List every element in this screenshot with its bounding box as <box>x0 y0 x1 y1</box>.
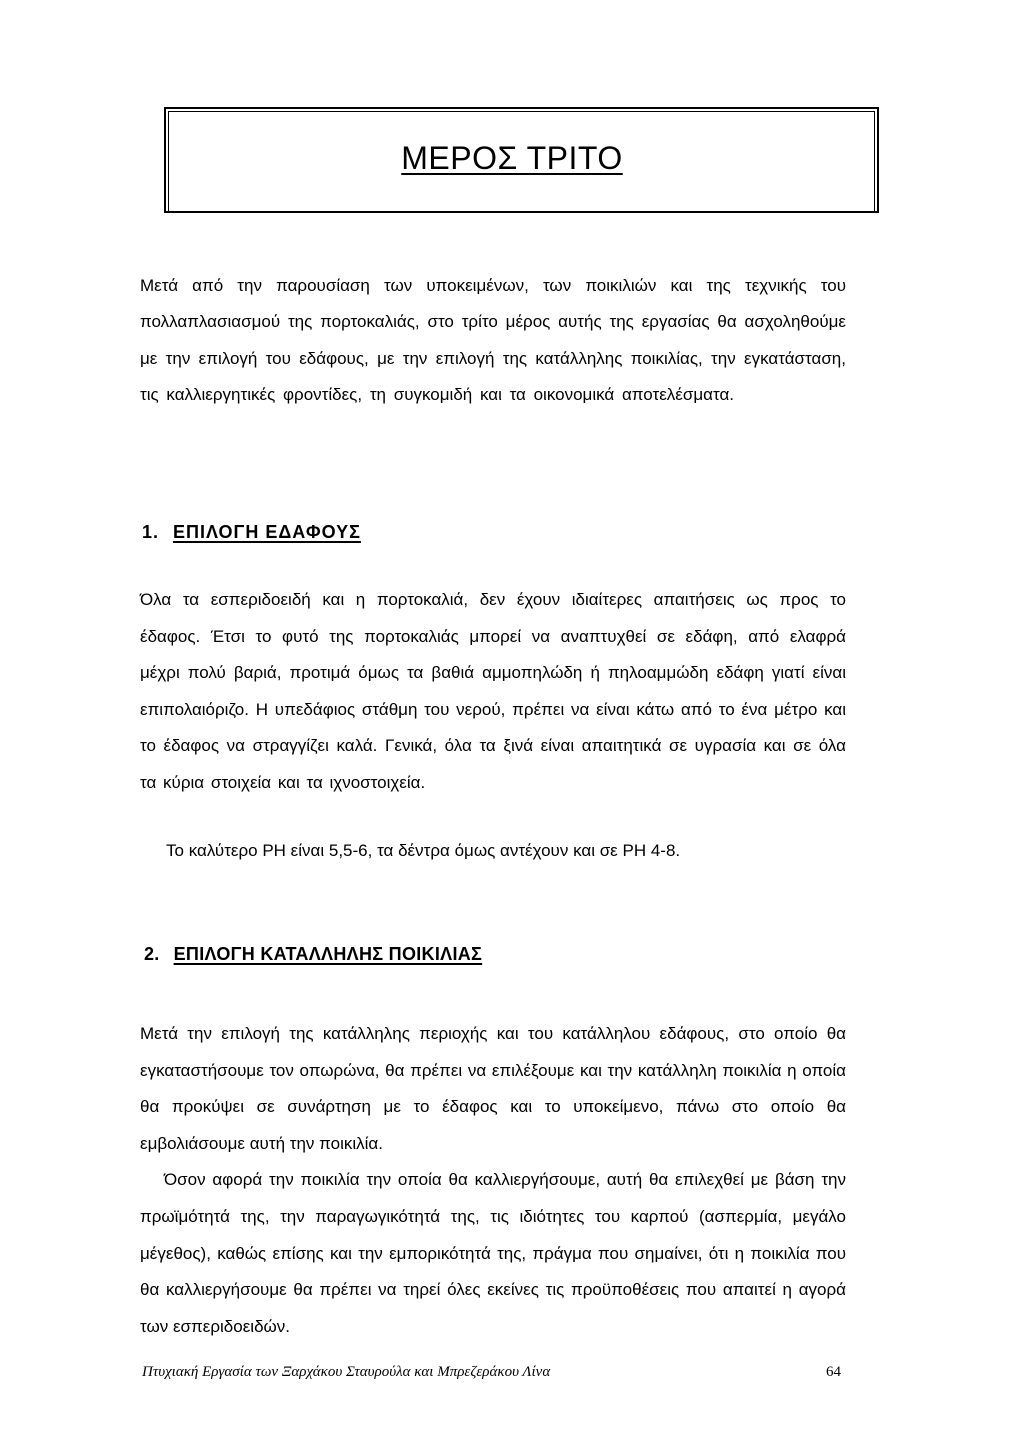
section-1-number: 1. <box>142 522 160 542</box>
section-1-heading <box>142 522 361 543</box>
section-2-paragraph-2-text: Όσον αφορά την ποικιλία την οποία θα καλλιεργήσουμε, αυτή θα επιλεχθεί με βάση την πρωϊμότητά της, την παραγωγικότητά της, τις ιδιότητες του καρπού (ασπερμία, μεγάλο μέγεθος), καθώς επίσης και την εμπορικότητά της, πράγμα που σημαίνει, ότι η ποικιλία που θα καλλιεργήσουμε θα πρέπει να τηρεί όλες εκείνες τις προϋποθέσεις που απαιτεί η αγορά των εσπεριδοειδών. <box>140 1170 846 1337</box>
section-2-title: ΕΠΙΛΟΓΗ ΚΑΤΑΛΛΗΛΗΣ ΠΟΙΚΙΛΙΑΣ <box>173 944 483 964</box>
section-2-number: 2. <box>144 944 160 964</box>
section-1-ph-note: Το καλύτερο PH είναι 5,5-6, τα δέντρα όμως αντέχουν και σε PH 4-8. <box>166 841 681 860</box>
section-2-heading <box>144 944 482 965</box>
section-2-paragraph-2 <box>140 1162 846 1346</box>
part-title: ΜΕΡΟΣ ΤΡΙΤΟ <box>401 140 623 176</box>
intro-paragraph: Μετά από την παρουσίαση των υποκειμένων, των ποικιλιών και της τεχνικής του πολλαπλασιασμού της πορτοκαλιάς, στο τρίτο μέρος αυτής της εργασίας θα ασχοληθούμε με την επιλογή του εδάφους, με την επιλογή της κατάλληλης ποικιλίας, την εγκατάσταση, τις καλλιεργητικές φροντίδες, τη συγκομιδή και τα οικονομικά αποτελέσματα. <box>140 276 846 405</box>
page-number: 64 <box>826 1364 841 1380</box>
section-1-paragraph: Όλα τα εσπεριδοειδή και η πορτοκαλιά, δεν έχουν ιδιαίτερες απαιτήσεις ως προς το έδαφος. Έτσι το φυτό της πορτοκαλιάς μπορεί να αναπτυχθεί σε εδάφη, από ελαφρά μέχρι πολύ βαριά, προτιμά όμως τα βαθιά αμμοπηλώδη ή πηλοαμμώδη εδάφη γιατί είναι επιπολαιόριζο. Η υπεδάφιος στάθμη του νερού, πρέπει να είναι κάτω από το ένα μέτρο και το έδαφος να στραγγίζει καλά. Γενικά, όλα τα ξινά είναι απαιτητικά σε υγρασία και σε όλα τα κύρια στοιχεία και τα ιχνοστοιχεία. <box>140 590 846 792</box>
footer-text: Πτυχιακή Εργασία των Ξαρχάκου Σταυρούλα και Μπρεζεράκου Λίνα <box>142 1364 551 1380</box>
section-1-title: ΕΠΙΛΟΓΗ ΕΔΑΦΟΥΣ <box>173 522 361 542</box>
section-2-paragraph-1: Μετά την επιλογή της κατάλληλης περιοχής και του κατάλληλου εδάφους, στο οποίο θα εγκαταστήσουμε τον οπωρώνα, θα πρέπει να επιλέξουμε και την κατάλληλη ποικιλία η οποία θα προκύψει σε συνάρτηση με το έδαφος και το υποκείμενο, πάνω στο οποίο θα εμβολιάσουμε αυτή την ποικιλία. <box>140 1024 846 1153</box>
